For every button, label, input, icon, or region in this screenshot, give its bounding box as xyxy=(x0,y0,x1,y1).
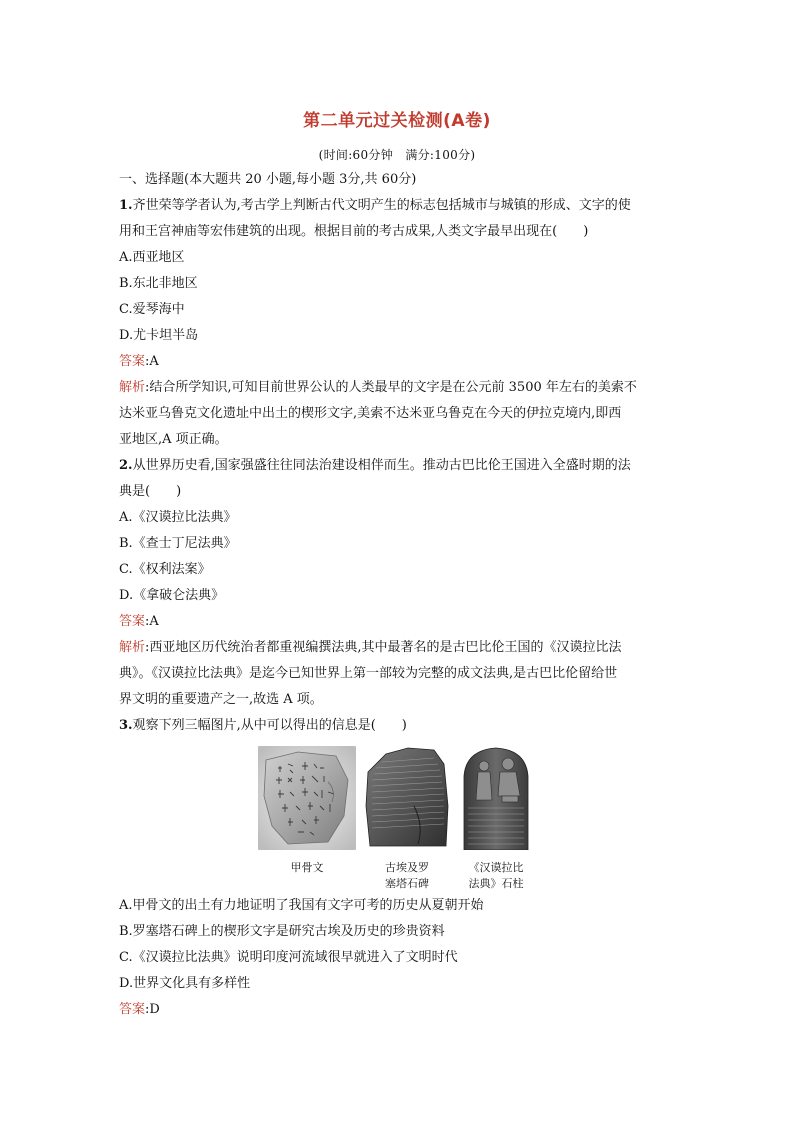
hammurabi-stele-image xyxy=(458,746,534,850)
caption-oracle-bone: 甲骨文 xyxy=(290,861,324,874)
q1-answer xyxy=(119,354,159,370)
caption-hammurabi-line2: 法典》石柱 xyxy=(468,877,524,890)
answer-value: :A xyxy=(145,614,159,629)
q3-stem-text: 观察下列三幅图片,从中可以得出的信息是( ) xyxy=(132,718,407,733)
q1-stem-line1 xyxy=(119,198,631,214)
analysis-text: :结合所学知识,可知目前世界公认的人类最早的文字是在公元前 3500 年左右的美索不 xyxy=(145,380,637,395)
page-subtitle: (时间:60分钟 满分:100分) xyxy=(318,148,476,162)
q2-option-c: C.《权利法案》 xyxy=(119,562,211,577)
q2-stem-line2: 典是( ) xyxy=(119,484,182,499)
q1-analysis-line3: 亚地区,A 项正确。 xyxy=(119,432,228,447)
q3-option-b: B.罗塞塔石碑上的楔形文字是研究古埃及历史的珍贵资料 xyxy=(119,924,445,939)
answer-label: 答案 xyxy=(119,354,146,369)
q2-analysis-line1 xyxy=(119,640,622,656)
q1-stem-text: 齐世荣等学者认为,考古学上判断古代文明产生的标志包括城市与城镇的形成、文字的使 xyxy=(132,198,631,213)
q3-stem xyxy=(119,718,407,734)
page-title: 第二单元过关检测(A卷) xyxy=(303,111,491,131)
answer-value: :A xyxy=(145,354,159,369)
q2-option-d: D.《拿破仑法典》 xyxy=(119,588,225,603)
q3-option-a: A.甲骨文的出土有力地证明了我国有文字可考的历史从夏朝开始 xyxy=(119,898,484,913)
q1-analysis-line2: 达米亚乌鲁克文化遗址中出土的楔形文字,美索不达米亚乌鲁克在今天的伊拉克境内,即西 xyxy=(119,406,622,421)
q2-stem-text: 从世界历史看,国家强盛往往同法治建设相伴而生。推动古巴比伦王国进入全盛时期的法 xyxy=(132,458,631,473)
oracle-bone-image xyxy=(258,746,356,850)
q1-stem-line2: 用和王宫神庙等宏伟建筑的出现。根据目前的考古成果,人类文字最早出现在( ) xyxy=(119,224,589,239)
caption-hammurabi-line1: 《汉谟拉比 xyxy=(468,861,524,874)
analysis-label: 解析 xyxy=(119,640,146,655)
q1-option-d: D.尤卡坦半岛 xyxy=(119,328,199,343)
q2-answer xyxy=(119,614,159,630)
q1-option-a: A.西亚地区 xyxy=(119,250,185,265)
q3-option-c: C.《汉谟拉比法典》说明印度河流域很早就进入了文明时代 xyxy=(119,950,458,965)
rosetta-stone-image xyxy=(364,746,450,850)
analysis-label: 解析 xyxy=(119,380,146,395)
q2-option-b: B.《查士丁尼法典》 xyxy=(119,536,237,551)
q1-option-b: B.东北非地区 xyxy=(119,276,198,291)
answer-label: 答案 xyxy=(119,614,146,629)
q1-analysis-line1 xyxy=(119,380,637,396)
q3-answer xyxy=(119,1002,160,1018)
answer-value: :D xyxy=(145,1002,160,1017)
analysis-text: :西亚地区历代统治者都重视编撰法典,其中最著名的是古巴比伦王国的《汉谟拉比法 xyxy=(145,640,622,655)
q2-analysis-line3: 界文明的重要遗产之一,故选 A 项。 xyxy=(119,692,323,707)
q3-option-d: D.世界文化具有多样性 xyxy=(119,976,251,991)
section-heading: 一、选择题(本大题共 20 小题,每小题 3分,共 60分) xyxy=(119,172,417,187)
caption-rosetta-line1: 古埃及罗 xyxy=(385,861,429,874)
q2-number: 2. xyxy=(119,458,133,473)
caption-rosetta-line2: 塞塔石碑 xyxy=(385,877,429,890)
q2-option-a: A.《汉谟拉比法典》 xyxy=(119,510,237,525)
q1-option-c: C.爱琴海中 xyxy=(119,302,185,317)
q2-analysis-line2: 典》。《汉谟拉比法典》是迄今已知世界上第一部较为完整的成文法典,是古巴比伦留给世 xyxy=(119,666,618,681)
q2-stem-line1 xyxy=(119,458,631,474)
answer-label: 答案 xyxy=(119,1002,146,1017)
q1-number: 1. xyxy=(119,198,133,213)
q3-number: 3. xyxy=(119,718,133,733)
